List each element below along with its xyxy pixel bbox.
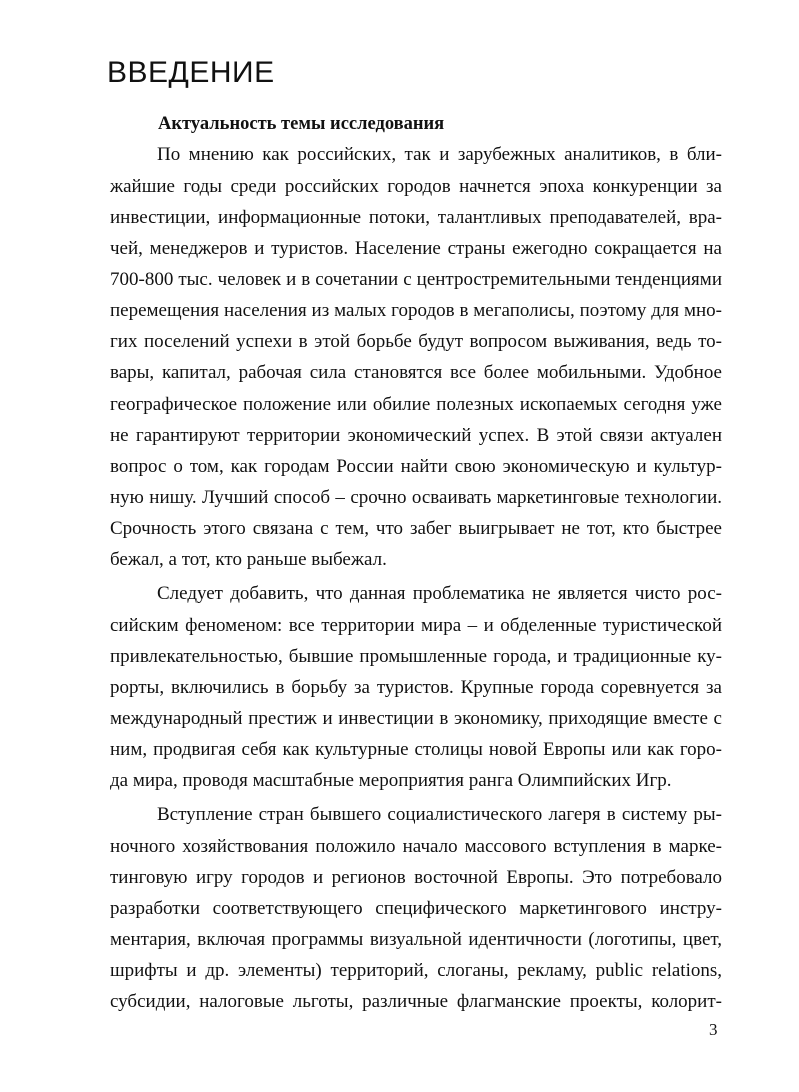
text-line: жайшие годы среди российских городов начнется эпоха конкуренции за bbox=[110, 176, 722, 197]
text-line: ную нишу. Лучший способ – срочно осваивать маркетинговые технологии. bbox=[110, 487, 722, 508]
chapter-title: ВВЕДЕНИЕ bbox=[107, 56, 275, 89]
text-line: Следует добавить, что данная проблематика не является чисто рос- bbox=[157, 583, 722, 604]
page-number: 3 bbox=[709, 1020, 718, 1039]
text-line: По мнению как российских, так и зарубежных аналитиков, в бли- bbox=[157, 144, 722, 165]
text-line: чей, менеджеров и туристов. Население страны ежегодно сокращается на bbox=[110, 238, 722, 259]
text-line: бежал, а тот, кто раньше выбежал. bbox=[110, 549, 387, 570]
text-line: ментария, включая программы визуальной идентичности (логотипы, цвет, bbox=[110, 929, 722, 950]
text-line: вары, капитал, рабочая сила становятся все более мобильными. Удобное bbox=[110, 362, 722, 383]
text-line: шрифты и др. элементы) территорий, слоганы, рекламу, public relations, bbox=[110, 960, 722, 981]
text-line: да мира, проводя масштабные мероприятия ранга Олимпийских Игр. bbox=[110, 770, 672, 791]
text-line: привлекательностью, бывшие промышленные города, и традиционные ку- bbox=[110, 646, 722, 667]
text-line: рорты, включились в борьбу за туристов. Крупные города соревнуется за bbox=[110, 677, 722, 698]
text-line: Срочность этого связана с тем, что забег выигрывает не тот, кто быстрее bbox=[110, 518, 722, 539]
text-line: сийским феноменом: все территории мира – и обделенные туристической bbox=[110, 615, 722, 636]
text-line: Вступление стран бывшего социалистического лагеря в систему ры- bbox=[157, 804, 722, 825]
text-line: субсидии, налоговые льготы, различные флагманские проекты, колорит- bbox=[110, 991, 722, 1012]
text-line: не гарантируют территории экономический успех. В этой связи актуален bbox=[110, 425, 722, 446]
text-line: перемещения населения из малых городов в мегаполисы, поэтому для мно- bbox=[110, 300, 722, 321]
text-line: инвестиции, информационные потоки, талантливых преподавателей, вра- bbox=[110, 207, 722, 228]
text-line: ночного хозяйствования положило начало массового вступления в марке- bbox=[110, 836, 722, 857]
text-line: географическое положение или обилие полезных ископаемых сегодня уже bbox=[110, 394, 722, 415]
text-line: разработки соответствующего специфического маркетингового инстру- bbox=[110, 898, 722, 919]
text-line: тинговую игру городов и регионов восточной Европы. Это потребовало bbox=[110, 867, 722, 888]
text-line: 700-800 тыс. человек и в сочетании с центростремительными тенденциями bbox=[110, 269, 722, 290]
text-line: гих поселений успехи в этой борьбе будут вопросом выживания, ведь то- bbox=[110, 331, 722, 352]
section-title: Актуальность темы исследования bbox=[158, 114, 445, 134]
text-line: международный престиж и инвестиции в экономику, приходящие вместе с bbox=[110, 708, 722, 729]
text-line: вопрос о том, как городам России найти свою экономическую и культур- bbox=[110, 456, 722, 477]
text-line: ним, продвигая себя как культурные столицы новой Европы или как горо- bbox=[110, 739, 722, 760]
